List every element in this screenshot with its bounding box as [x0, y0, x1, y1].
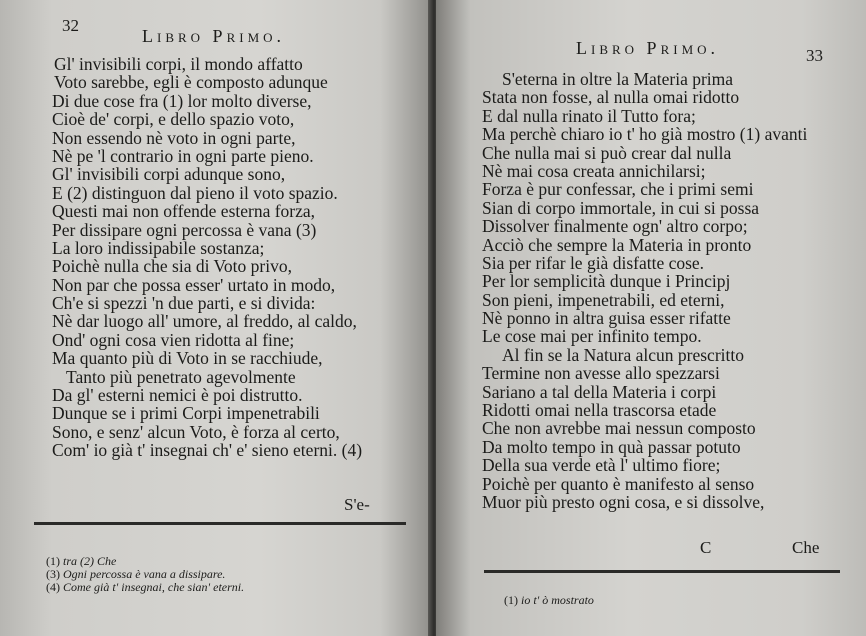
verse-line: Che non avrebbe mai nessun composto	[482, 418, 756, 439]
verse-line: Muor più presto ogni cosa, e si dissolve,	[482, 491, 765, 512]
verse-line: La loro indissipabile sostanza;	[52, 237, 265, 258]
verse-line: Dissolver finalmente ogn' altro corpo;	[482, 216, 748, 237]
right-footnotes	[504, 594, 594, 607]
left-page	[0, 0, 432, 636]
footnote-rule	[484, 570, 840, 573]
left-running-header: Libro Primo.	[142, 26, 286, 46]
verse-line: Per dissipare ogni percossa è vana (3)	[52, 219, 317, 240]
right-catchword: Che	[792, 538, 820, 557]
verse-line: S'eterna in oltre la Materia prima	[502, 69, 734, 89]
right-page	[436, 0, 866, 636]
verse-line: Cioè de' corpi, e dello spazio voto,	[52, 109, 295, 130]
verse-line: Gl' invisibili corpi, il mondo affatto	[54, 54, 303, 74]
left-verse-text	[52, 55, 362, 460]
verse-line: Non essendo nè voto in ogni parte,	[52, 127, 296, 148]
verse-line: Stata non fosse, al nulla omai ridotto	[482, 87, 740, 108]
verse-line: Da gl' esterni nemici è poi distrutto.	[52, 385, 303, 406]
footnote	[46, 581, 244, 594]
footnote-rule	[34, 522, 406, 525]
footnote-mark: (3)	[46, 567, 60, 581]
verse-line: Son pieni, impenetrabili, ed eterni,	[482, 289, 725, 310]
footnote-text: tra (2) Che	[63, 554, 117, 568]
verse-line: Nè ponno in altra guisa esser rifatte	[482, 308, 731, 329]
verse-line: Voto sarebbe, egli è composto adunque	[54, 72, 328, 93]
verse-line: Di due cose fra (1) lor molto diverse,	[52, 90, 312, 111]
verse-line: Per lor semplicità dunque i Principj	[482, 271, 731, 292]
right-page-number: 33	[806, 46, 823, 65]
footnote-text: Ogni percossa è vana a dissipare.	[63, 567, 226, 581]
verse-line: Poichè nulla che sia di Voto privo,	[52, 256, 292, 277]
footnote-text: Come già t' insegnai, che sian' eterni.	[63, 580, 245, 594]
verse-line: Che nulla mai si può crear dal nulla	[482, 142, 732, 163]
verse-line: Com' io già t' insegnai ch' e' sieno eterni. (4)	[52, 440, 363, 461]
footnote	[504, 594, 594, 607]
verse-line: Gl' invisibili corpi adunque sono,	[52, 164, 286, 185]
verse-line: Questi mai non offende esterna forza,	[52, 201, 316, 222]
verse-line: Forza è pur confessar, che i primi semi	[482, 179, 754, 200]
verse-line: Dunque se i primi Corpi impenetrabili	[52, 403, 320, 424]
verse-line: Sian di corpo immortale, in cui si possa	[482, 197, 760, 218]
verse-line: Nè dar luogo all' umore, al freddo, al caldo,	[52, 311, 357, 332]
verse-line: Tanto più penetrato agevolmente	[66, 366, 296, 387]
verse-line: Le cose mai per infinito tempo.	[482, 326, 702, 347]
left-footnotes	[46, 555, 244, 594]
verse-line: Ma perchè chiaro io t' ho già mostro (1) avanti	[482, 124, 808, 145]
verse-line: Nè pe 'l contrario in ogni parte pieno.	[52, 145, 314, 166]
left-catchword: S'e-	[344, 495, 370, 514]
verse-line: Termine non avesse allo spezzarsi	[482, 363, 720, 384]
signature-mark: C	[700, 538, 712, 557]
verse-line: Da molto tempo in quà passar potuto	[482, 436, 741, 457]
footnote-text: io t' ò mostrato	[521, 593, 594, 607]
verse-line: Ma quanto più di Voto in se racchiude,	[52, 348, 323, 369]
verse-line: E dal nulla rinato il Tutto fora;	[482, 105, 696, 126]
verse-line: Acciò che sempre la Materia in pronto	[482, 234, 752, 255]
right-running-header: Libro Primo.	[576, 38, 720, 58]
footnote-mark: (1)	[504, 593, 518, 607]
footnote-mark: (4)	[46, 580, 60, 594]
verse-line: Ridotti omai nella trascorsa etade	[482, 400, 717, 421]
verse-line: Ond' ogni cosa vien ridotta al fine;	[52, 329, 295, 350]
verse-line: Sono, e senz' alcun Voto, è forza al certo,	[52, 421, 340, 442]
verse-line: Della sua verde età l' ultimo fiore;	[482, 455, 721, 476]
verse-line: Al fin se la Natura alcun prescritto	[502, 344, 744, 365]
left-page-number: 32	[62, 16, 79, 35]
verse-line: E (2) distinguon dal pieno il voto spazio.	[52, 182, 338, 203]
verse-line: Nè mai cosa creata annichilarsi;	[482, 160, 706, 181]
verse-line: Sia per rifar le già disfatte cose.	[482, 252, 705, 273]
verse-line: Non par che possa esser' urtato in modo,	[52, 274, 336, 295]
right-verse-text	[482, 70, 807, 511]
verse-line: Sariano a tal della Materia i corpi	[482, 381, 717, 402]
footnote-mark: (1)	[46, 554, 60, 568]
verse-line: Ch'e si spezzi 'n due parti, e si divida:	[52, 293, 316, 314]
verse-line: Poichè per quanto è manifesto al senso	[482, 473, 755, 494]
